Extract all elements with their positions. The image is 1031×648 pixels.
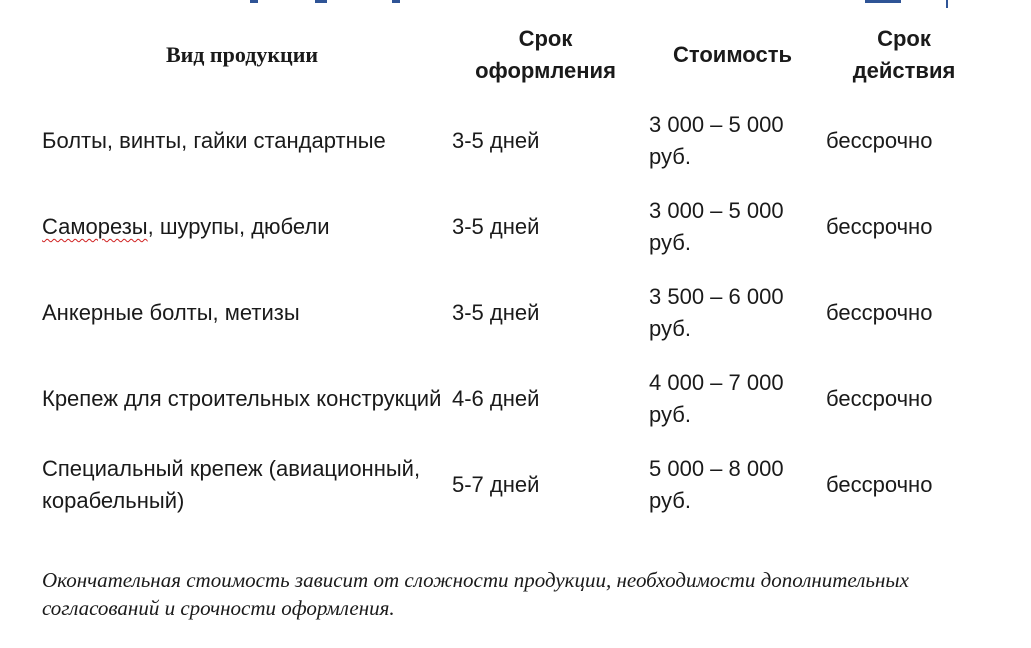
rule-segment <box>865 0 901 3</box>
table-row <box>32 356 982 442</box>
cell-validity: бессрочно <box>826 128 933 153</box>
cell-cost: 4 000 – 7 000 руб. <box>649 370 784 427</box>
cell-term: 4-6 дней <box>452 386 540 411</box>
header-product: Вид продукции <box>165 42 319 67</box>
header-cost: Стоимость <box>672 42 792 67</box>
cell-cost: 5 000 – 8 000 руб. <box>649 456 784 513</box>
cell-term: 3-5 дней <box>452 128 540 153</box>
top-border-rule <box>0 0 1031 8</box>
table-row <box>32 98 982 184</box>
cell-cost: 3 000 – 5 000 руб. <box>649 198 784 255</box>
rule-segment <box>392 0 400 3</box>
header-validity: Срок действия <box>852 26 956 83</box>
table-header-row <box>32 12 982 98</box>
rule-tick <box>946 0 948 8</box>
cell-product: Болты, винты, гайки стандартные <box>42 128 386 153</box>
pricing-footnote: Окончательная стоимость зависит от сложности продукции, необходимости дополнительных согласований и срочности оформления. <box>42 568 909 620</box>
cell-cost: 3 500 – 6 000 руб. <box>649 284 784 341</box>
cell-validity: бессрочно <box>826 472 933 497</box>
rule-segment <box>315 0 327 3</box>
cell-validity: бессрочно <box>826 214 933 239</box>
cell-term: 3-5 дней <box>452 300 540 325</box>
cell-product-rest: , шурупы, дюбели <box>147 214 330 239</box>
cell-cost: 3 000 – 5 000 руб. <box>649 112 784 169</box>
table-row <box>32 270 982 356</box>
pricing-table <box>32 12 982 528</box>
cell-product: Специальный крепеж (авиационный, корабельный) <box>42 456 421 513</box>
cell-product: Анкерные болты, метизы <box>42 300 300 325</box>
cell-product: Крепеж для строительных конструкций <box>42 386 442 411</box>
cell-term: 3-5 дней <box>452 214 540 239</box>
spellcheck-flagged-word: Саморезы <box>42 214 148 239</box>
table-row <box>32 184 982 270</box>
header-term: Срок оформления <box>475 26 616 83</box>
cell-validity: бессрочно <box>826 386 933 411</box>
cell-product <box>32 184 442 270</box>
cell-validity: бессрочно <box>826 300 933 325</box>
table-row <box>32 442 982 528</box>
cell-term: 5-7 дней <box>452 472 540 497</box>
rule-segment <box>250 0 258 3</box>
